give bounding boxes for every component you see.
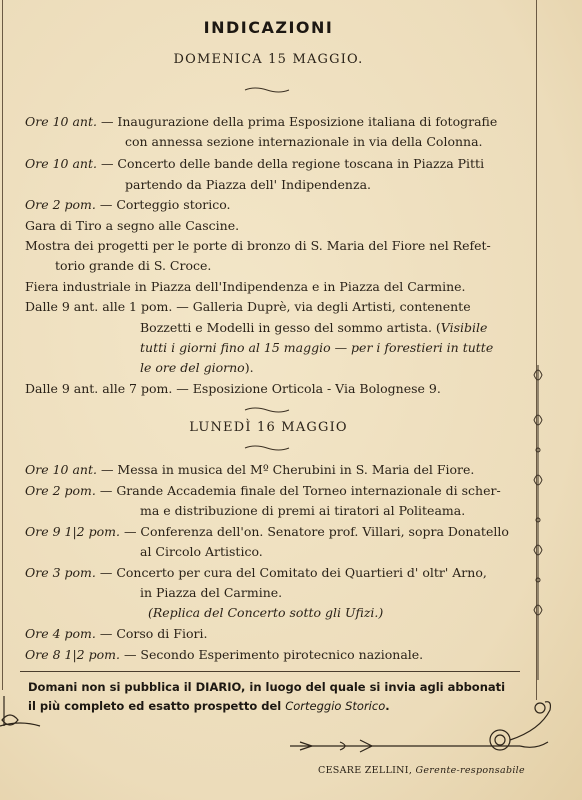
footer-signature: CESARE ZELLINI, Gerente-responsabile bbox=[318, 765, 525, 776]
event-line: Gara di Tiro a segno alle Cascine. bbox=[25, 218, 240, 233]
event-line: le ore del giorno). bbox=[140, 360, 254, 375]
event-line: al Circolo Artistico. bbox=[140, 544, 263, 559]
day2-flourish bbox=[243, 444, 291, 452]
event-line: Ore 10 ant. — Messa in musica del Mº Cherubini in S. Maria del Fiore. bbox=[25, 462, 475, 477]
day2-heading: LUNEDÌ 16 MAGGIO bbox=[189, 420, 348, 435]
event-line: Fiera industriale in Piazza dell'Indipendenza e in Piazza del Carmine. bbox=[25, 279, 466, 294]
notice-line-2: il più completo ed esatto prospetto del Corteggio Storico. bbox=[28, 699, 390, 713]
event-line: in Piazza del Carmine. bbox=[140, 585, 283, 600]
day2-flourish-top bbox=[243, 406, 291, 414]
page-title: INDICAZIONI bbox=[203, 18, 334, 37]
day1-heading: DOMENICA 15 MAGGIO. bbox=[173, 52, 364, 67]
notice-divider bbox=[20, 671, 520, 672]
event-line: partendo da Piazza dell' Indipendenza. bbox=[125, 177, 371, 192]
event-line: tutti i giorni fino al 15 maggio — per i forestieri in tutte bbox=[140, 340, 494, 355]
event-line: Ore 8 1|2 pom. — Secondo Esperimento pirotecnico nazionale. bbox=[25, 647, 424, 662]
event-line: Mostra dei progetti per le porte di bronzo di S. Maria del Fiore nel Refet- bbox=[25, 238, 491, 253]
event-line: (Replica del Concerto sotto gli Ufizi.) bbox=[148, 605, 384, 620]
event-line: Ore 3 pom. — Concerto per cura del Comitato dei Quartieri d' oltr' Arno, bbox=[25, 565, 487, 580]
event-line: Ore 2 pom. — Corteggio storico. bbox=[25, 197, 231, 212]
event-line: Dalle 9 ant. alle 1 pom. — Galleria Duprè, via degli Artisti, contenente bbox=[25, 299, 471, 314]
day1-flourish bbox=[243, 86, 291, 94]
event-line: Dalle 9 ant. alle 7 pom. — Esposizione Orticola - Via Bolognese 9. bbox=[25, 381, 441, 396]
bottom-ornament bbox=[0, 690, 582, 770]
left-margin-rule bbox=[2, 0, 3, 690]
event-line: Ore 10 ant. — Inaugurazione della prima Esposizione italiana di fotografie bbox=[25, 114, 498, 129]
notice-line-1: Domani non si pubblica il DIARIO, in luogo del quale si invia agli abbonati bbox=[28, 680, 506, 694]
event-line: Ore 2 pom. — Grande Accademia finale del Torneo internazionale di scher- bbox=[25, 483, 501, 498]
event-line: Ore 10 ant. — Concerto delle bande della regione toscana in Piazza Pitti bbox=[25, 156, 485, 171]
event-line: torio grande di S. Croce. bbox=[55, 258, 212, 273]
event-line: Ore 9 1|2 pom. — Conferenza dell'on. Senatore prof. Villari, sopra Donatello bbox=[25, 524, 509, 539]
event-line: Ore 4 pom. — Corso di Fiori. bbox=[25, 626, 208, 641]
event-line: con annessa sezione internazionale in via della Colonna. bbox=[125, 134, 483, 149]
right-ornamental-border bbox=[530, 360, 546, 690]
event-line: Bozzetti e Modelli in gesso del sommo artista. (Visibile bbox=[140, 320, 488, 335]
event-line: ma e distribuzione di premi ai tiratori al Politeama. bbox=[140, 503, 466, 518]
